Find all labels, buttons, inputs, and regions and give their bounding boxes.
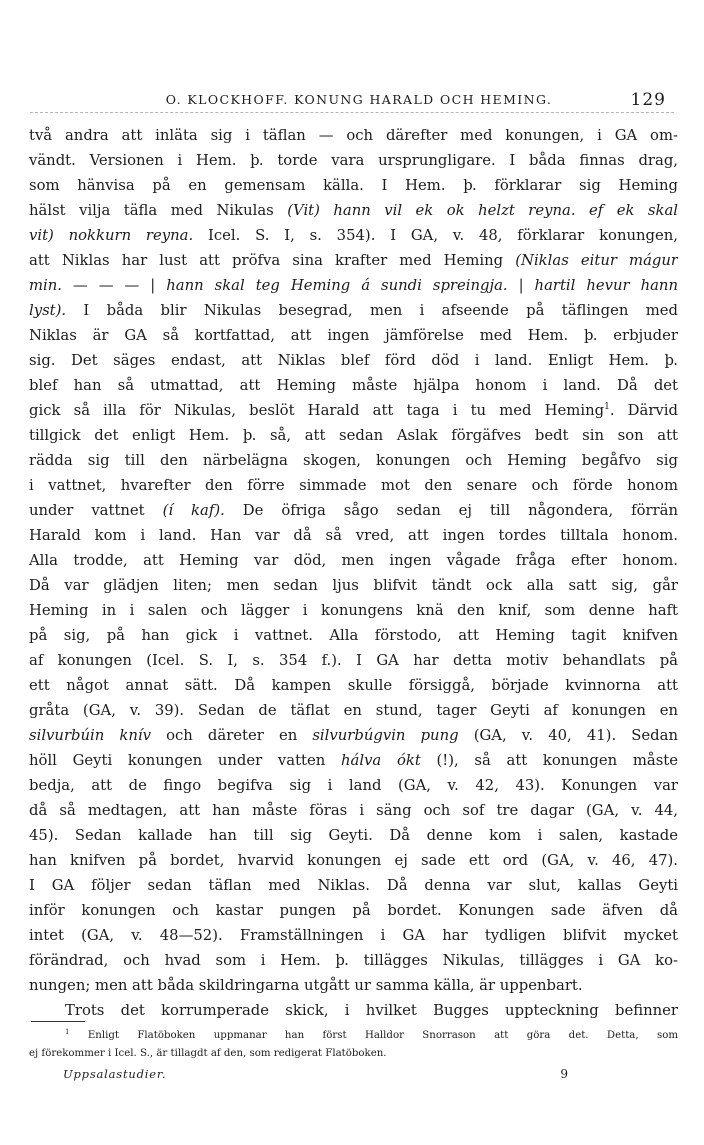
- text-segment: Då var glädjen liten; men sedan ljus blifvit tändt ock alla satt sig, går: [29, 577, 678, 594]
- text-line: [29, 748, 678, 773]
- text-line: [29, 548, 678, 573]
- text-segment: |: [507, 277, 535, 294]
- text-line: [29, 348, 678, 373]
- text-segment: Harald kom i land. Han var då så vred, att ingen tordes tilltala honom.: [29, 527, 678, 544]
- text-line: [29, 498, 678, 523]
- text-line: [29, 998, 678, 1023]
- text-line: [29, 623, 678, 648]
- text-line: [29, 398, 678, 423]
- text-line: [29, 473, 678, 498]
- text-segment: intet (GA, v. 48—52). Framställningen i GA har tydligen blifvit mycket: [29, 927, 678, 944]
- italic-quote: hálva ókt: [340, 752, 421, 769]
- footnote-rule: [31, 1021, 85, 1022]
- text-segment: Heming in i salen och lägger i konungens knä den knif, som denne haft: [29, 602, 678, 619]
- header-rule: [30, 112, 674, 113]
- italic-quote: silvurbúgvin pung: [312, 727, 459, 744]
- text-segment: — — — |: [62, 277, 167, 294]
- text-line: [29, 698, 678, 723]
- text-line: [29, 173, 678, 198]
- text-line: [29, 873, 678, 898]
- footnote-line: [29, 1027, 678, 1045]
- text-segment: Niklas är GA så kortfattad, att ingen jämförelse med Hem. þ. erbjuder: [29, 327, 678, 344]
- italic-quote: (Niklas eitur mágur: [515, 252, 678, 269]
- text-segment: gråta (GA, v. 39). Sedan de täflat en stund, tager Geyti af konungen en: [29, 702, 678, 719]
- text-segment: vändt. Versionen i Hem. þ. torde vara ursprungligare. I båda finnas drag,: [29, 152, 678, 169]
- text-segment: som hänvisa på en gemensam källa. I Hem. þ. förklarar sig Heming: [29, 177, 678, 194]
- text-segment: gick så illa för Nikulas, beslöt Harald att taga i tu med Heming: [29, 402, 605, 419]
- text-segment: 45). Sedan kallade han till sig Geyti. Då denne kom i salen, kastade: [29, 827, 678, 844]
- italic-quote: hartil hevur hann: [534, 277, 678, 294]
- footnote-text-1: Enligt Flatöboken uppmanar han först Halldor Snorrason att göra det. Detta, som: [69, 1030, 678, 1041]
- text-line: [29, 923, 678, 948]
- text-line: [29, 448, 678, 473]
- italic-quote: min.: [29, 277, 62, 294]
- text-line: [29, 848, 678, 873]
- text-segment: Alla trodde, att Heming var död, men ingen vågade fråga efter honom.: [29, 552, 678, 569]
- text-line: [29, 898, 678, 923]
- text-segment: inför konungen och kastar pungen på bordet. Konungen sade äfven då: [29, 902, 678, 919]
- text-segment: förändrad, och hvad som i Hem. þ. tillägges Nikulas, tillägges i GA ko-: [29, 952, 678, 969]
- text-segment: två andra att inläta sig i täflan — och därefter med konungen, i GA om-: [29, 127, 678, 144]
- text-segment: (!), så att konungen måste: [420, 752, 678, 769]
- italic-quote: (í kaf).: [162, 502, 225, 519]
- text-line: [29, 323, 678, 348]
- running-title: O. KLOCKHOFF. KONUNG HARALD OCH HEMING.: [165, 92, 553, 107]
- text-line: [29, 973, 678, 998]
- footnote-reference: 1: [604, 402, 610, 412]
- text-line: [29, 598, 678, 623]
- text-segment: i vattnet, hvarefter den förre simmade mot den senare och förde honom: [29, 477, 678, 494]
- text-line: [29, 273, 678, 298]
- text-segment: rädda sig till den närbelägna skogen, konungen och Heming begåfvo sig: [29, 452, 678, 469]
- text-line: [29, 573, 678, 598]
- italic-quote: vit) nokkurn reyna.: [29, 227, 194, 244]
- running-head: [30, 90, 674, 112]
- text-segment: hälst vilja täfla med Nikulas: [29, 202, 288, 219]
- text-line: [29, 223, 678, 248]
- text-line: [29, 723, 678, 748]
- text-segment: . Därvid: [609, 402, 678, 419]
- text-line: [29, 373, 678, 398]
- text-line: [29, 648, 678, 673]
- text-segment: (GA, v. 40, 41). Sedan: [458, 727, 678, 744]
- text-segment: blef han så utmattad, att Heming måste hjälpa honom i land. Då det: [29, 377, 678, 394]
- text-line: [29, 248, 678, 273]
- footnote: [29, 1027, 678, 1063]
- text-line: [29, 673, 678, 698]
- italic-quote: lyst).: [29, 302, 67, 319]
- text-segment: tillgick det enligt Hem. þ. så, att sedan Aslak förgäfves bedt sin son att: [29, 427, 678, 444]
- text-segment: I GA följer sedan täflan med Niklas. Då denna var slut, kallas Geyti: [29, 877, 678, 894]
- text-segment: han knifven på bordet, hvarvid konungen ej sade ett ord (GA, v. 46, 47).: [29, 852, 678, 869]
- text-line: [29, 823, 678, 848]
- italic-quote: (Vit) hann vil ek ok helzt reyna. ef ek skal: [287, 202, 678, 219]
- signature-mark: 9: [560, 1067, 568, 1081]
- text-line: [29, 123, 678, 148]
- text-segment: I båda blir Nikulas besegrad, men i afseende på täflingen med: [66, 302, 678, 319]
- body-text: [29, 123, 678, 1023]
- text-segment: sig. Det säges endast, att Niklas blef förd död i land. Enligt Hem. þ.: [29, 352, 678, 369]
- text-segment: då så medtagen, att han måste föras i säng och sof tre dagar (GA, v. 44,: [29, 802, 678, 819]
- italic-quote: silvurbúin knív: [29, 727, 151, 744]
- text-line: [29, 773, 678, 798]
- text-segment: höll Geyti konungen under vatten: [29, 752, 341, 769]
- text-segment: och däreter en: [150, 727, 313, 744]
- text-segment: nungen; men att båda skildringarna utgått ur samma källa, är uppenbart.: [29, 977, 583, 994]
- page-number: 129: [630, 90, 666, 110]
- text-segment: på sig, på han gick i vattnet. Alla förstodo, att Heming tagit knifven: [29, 627, 678, 644]
- text-segment: af konungen (Icel. S. I, s. 354 f.). I GA har detta motiv behandlats på: [29, 652, 678, 669]
- text-segment: ett något annat sätt. Då kampen skulle försiggå, började kvinnorna att: [29, 677, 678, 694]
- text-segment: under vattnet: [29, 502, 163, 519]
- text-line: [29, 523, 678, 548]
- text-line: [29, 423, 678, 448]
- text-segment: att Niklas har lust att pröfva sina krafter med Heming: [29, 252, 516, 269]
- journal-signature: Uppsalastudier.: [63, 1067, 167, 1081]
- text-line: [29, 298, 678, 323]
- text-line: [29, 148, 678, 173]
- footnote-line: ej förekommer i Icel. S., är tillagdt af den, som redigerat Flatöboken.: [29, 1048, 387, 1059]
- text-segment: Trots det korrumperade skick, i hvilket Bugges uppteckning befinner: [65, 1002, 678, 1019]
- signature-line: [29, 1067, 678, 1089]
- text-segment: Icel. S. I, s. 354). I GA, v. 48, förklarar konungen,: [193, 227, 678, 244]
- text-line: [29, 798, 678, 823]
- text-segment: De öfriga sågo sedan ej till någondera, förrän: [224, 502, 678, 519]
- footnote-marker: 1: [65, 1028, 70, 1036]
- text-line: [29, 948, 678, 973]
- italic-quote: hann skal teg Heming á sundi spreingja.: [166, 277, 508, 294]
- text-line: [29, 198, 678, 223]
- text-segment: bedja, att de fingo begifva sig i land (GA, v. 42, 43). Konungen var: [29, 777, 678, 794]
